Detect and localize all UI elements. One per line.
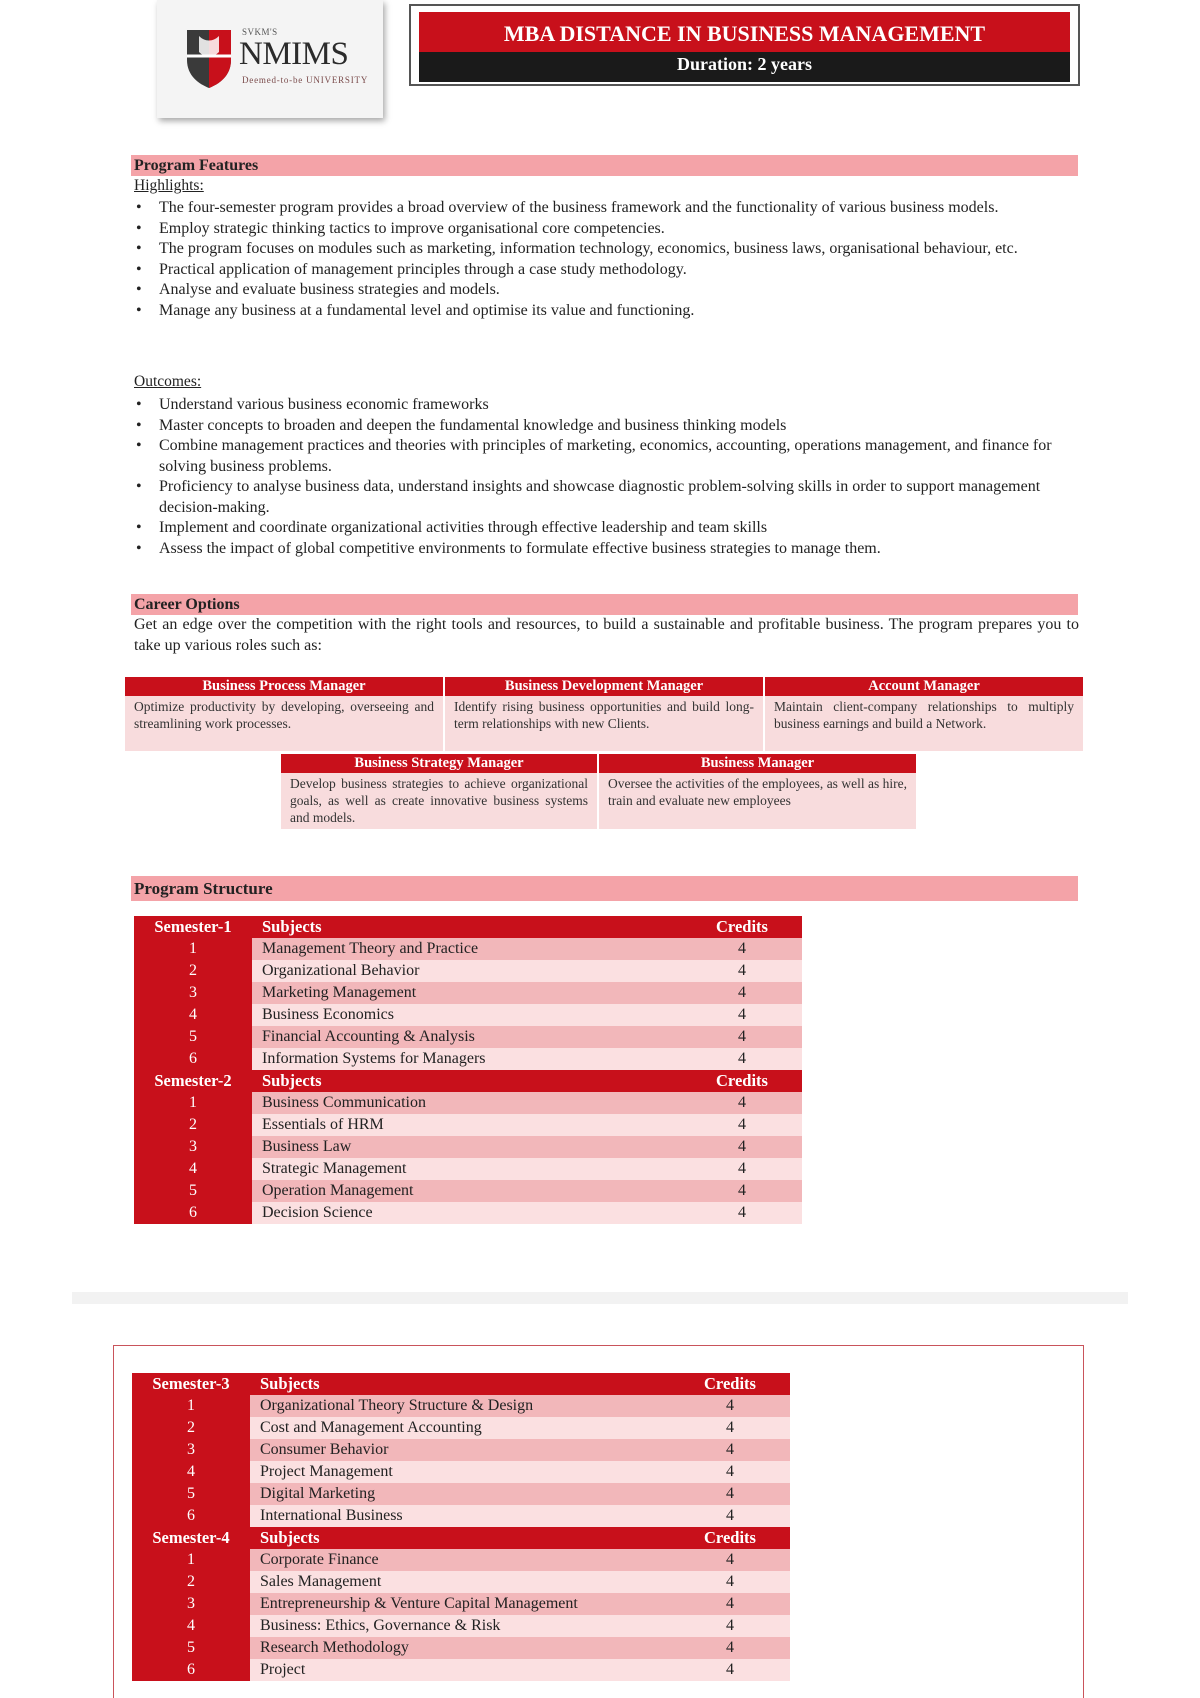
subject-number: 4 bbox=[134, 1158, 252, 1180]
career-card-desc: Optimize productivity by developing, overseeing and streamlining work processes. bbox=[134, 699, 434, 731]
subject-name: International Business bbox=[250, 1505, 670, 1527]
subject-name: Financial Accounting & Analysis bbox=[252, 1026, 682, 1048]
subject-number: 6 bbox=[132, 1659, 250, 1681]
subject-name: Management Theory and Practice bbox=[252, 938, 682, 960]
career-card-title: Account Manager bbox=[765, 677, 1083, 696]
program-duration: Duration: 2 years bbox=[677, 54, 812, 74]
list-item: • Implement and coordinate organizational activities through effective leadership and team skills bbox=[134, 518, 1084, 539]
subject-number: 5 bbox=[132, 1637, 250, 1659]
career-card-desc: Maintain client-company relationships to multiply business earnings and build a Network. bbox=[774, 699, 1074, 731]
subject-credits: 4 bbox=[682, 1180, 802, 1202]
table-row bbox=[132, 1659, 790, 1681]
career-options-heading: Career Options bbox=[131, 594, 1078, 615]
subject-credits: 4 bbox=[670, 1549, 790, 1571]
semester-label: Semester-3 bbox=[132, 1373, 250, 1395]
subject-number: 2 bbox=[134, 1114, 252, 1136]
table-row bbox=[134, 938, 802, 960]
subject-credits: 4 bbox=[682, 1158, 802, 1180]
career-card-title: Business Manager bbox=[599, 754, 916, 773]
subject-number: 1 bbox=[134, 938, 252, 960]
table-row bbox=[134, 1026, 802, 1048]
career-card bbox=[599, 754, 916, 829]
subject-name: Sales Management bbox=[250, 1571, 670, 1593]
table-row bbox=[134, 1092, 802, 1114]
subject-name: Consumer Behavior bbox=[250, 1439, 670, 1461]
table-row bbox=[132, 1571, 790, 1593]
subject-number: 2 bbox=[132, 1417, 250, 1439]
page-break bbox=[72, 1292, 1128, 1304]
table-row bbox=[132, 1593, 790, 1615]
subject-name: Organizational Theory Structure & Design bbox=[250, 1395, 670, 1417]
subject-credits: 4 bbox=[670, 1615, 790, 1637]
table-row bbox=[132, 1615, 790, 1637]
career-intro: Get an edge over the competition with the right tools and resources, to build a sustainable and profitable business. The program prepares you to take up various roles such as: bbox=[134, 616, 1079, 654]
subject-name: Strategic Management bbox=[252, 1158, 682, 1180]
table-row bbox=[134, 1004, 802, 1026]
outcomes-list bbox=[134, 395, 1084, 559]
subject-name: Digital Marketing bbox=[250, 1483, 670, 1505]
subject-credits: 4 bbox=[670, 1593, 790, 1615]
list-item: • Assess the impact of global competitive environments to formulate effective business strategies to manage them. bbox=[134, 539, 1084, 560]
career-card-title: Business Development Manager bbox=[445, 677, 763, 696]
subject-number: 3 bbox=[132, 1593, 250, 1615]
subject-credits: 4 bbox=[682, 1202, 802, 1224]
subject-credits: 4 bbox=[670, 1659, 790, 1681]
table-row bbox=[134, 1048, 802, 1070]
subject-credits: 4 bbox=[682, 1026, 802, 1048]
subject-credits: 4 bbox=[670, 1637, 790, 1659]
nmims-logo bbox=[157, 0, 383, 118]
career-card bbox=[125, 677, 443, 751]
program-structure-heading: Program Structure bbox=[131, 876, 1078, 901]
semester-label: Semester-1 bbox=[134, 916, 252, 938]
table-row bbox=[132, 1439, 790, 1461]
logo-name: NMIMS bbox=[239, 36, 349, 72]
logo-sub-text: Deemed-to-be UNIVERSITY bbox=[242, 75, 369, 85]
highlights-list bbox=[134, 198, 1084, 321]
subject-name: Marketing Management bbox=[252, 982, 682, 1004]
list-item: • Manage any business at a fundamental level and optimise its value and functioning. bbox=[134, 301, 1084, 322]
subject-number: 3 bbox=[134, 1136, 252, 1158]
subject-number: 6 bbox=[134, 1048, 252, 1070]
subject-number: 5 bbox=[134, 1026, 252, 1048]
subject-name: Information Systems for Managers bbox=[252, 1048, 682, 1070]
subject-number: 4 bbox=[132, 1615, 250, 1637]
list-item: • Analyse and evaluate business strategies and models. bbox=[134, 280, 1084, 301]
subject-credits: 4 bbox=[682, 938, 802, 960]
program-features-heading: Program Features bbox=[131, 155, 1078, 176]
list-item: • Master concepts to broaden and deepen the fundamental knowledge and business thinking models bbox=[134, 416, 1084, 437]
list-item: • The four-semester program provides a broad overview of the business framework and the functionality of various business models. bbox=[134, 198, 1084, 219]
subject-credits: 4 bbox=[682, 1048, 802, 1070]
highlights-label: Highlights: bbox=[134, 177, 204, 194]
career-card-desc: Oversee the activities of the employees, as well as hire, train and evaluate new employees bbox=[608, 776, 907, 808]
semester-header-row bbox=[134, 916, 802, 938]
subject-name: Decision Science bbox=[252, 1202, 682, 1224]
semester-header-row bbox=[132, 1373, 790, 1395]
semester-header-row bbox=[134, 1070, 802, 1092]
subject-number: 2 bbox=[132, 1571, 250, 1593]
list-item: • Employ strategic thinking tactics to improve organisational core competencies. bbox=[134, 219, 1084, 240]
table-row bbox=[132, 1461, 790, 1483]
semester-table-1-2 bbox=[134, 916, 802, 1224]
outcomes-label: Outcomes: bbox=[134, 373, 202, 390]
career-card-title: Business Strategy Manager bbox=[281, 754, 597, 773]
table-row bbox=[132, 1483, 790, 1505]
semester-table-3-4 bbox=[132, 1373, 790, 1681]
subject-credits: 4 bbox=[682, 960, 802, 982]
subject-name: Project Management bbox=[250, 1461, 670, 1483]
list-item: • Combine management practices and theories with principles of marketing, economics, accounting, operations management, and finance for solving business problems. bbox=[134, 436, 1084, 477]
subject-number: 1 bbox=[132, 1549, 250, 1571]
career-card-desc: Develop business strategies to achieve organizational goals, as well as create innovative business systems and models. bbox=[290, 776, 588, 825]
semester-label: Semester-4 bbox=[132, 1527, 250, 1549]
program-title: MBA DISTANCE IN BUSINESS MANAGEMENT bbox=[503, 21, 986, 46]
logo-small-text: SVKM'S bbox=[242, 27, 278, 37]
list-item: • Proficiency to analyse business data, understand insights and showcase diagnostic problem-solving skills in order to support management decision-making. bbox=[134, 477, 1084, 518]
subject-credits: 4 bbox=[682, 1092, 802, 1114]
subject-credits: 4 bbox=[670, 1571, 790, 1593]
semester-label: Semester-2 bbox=[134, 1070, 252, 1092]
subject-name: Entrepreneurship & Venture Capital Management bbox=[250, 1593, 670, 1615]
subject-number: 5 bbox=[134, 1180, 252, 1202]
subject-name: Business Law bbox=[252, 1136, 682, 1158]
table-row bbox=[132, 1637, 790, 1659]
subject-name: Business Communication bbox=[252, 1092, 682, 1114]
table-row bbox=[134, 960, 802, 982]
subjects-header: Subjects bbox=[252, 916, 682, 938]
subject-credits: 4 bbox=[670, 1461, 790, 1483]
subject-name: Operation Management bbox=[252, 1180, 682, 1202]
subject-credits: 4 bbox=[670, 1439, 790, 1461]
career-card-title: Business Process Manager bbox=[125, 677, 443, 696]
table-row bbox=[134, 1158, 802, 1180]
subjects-header: Subjects bbox=[250, 1373, 670, 1395]
list-item: • Understand various business economic frameworks bbox=[134, 395, 1084, 416]
subject-number: 6 bbox=[132, 1505, 250, 1527]
subject-number: 6 bbox=[134, 1202, 252, 1224]
subject-credits: 4 bbox=[682, 1004, 802, 1026]
list-item: • The program focuses on modules such as marketing, information technology, economics, business laws, organisational behaviour, etc. bbox=[134, 239, 1084, 260]
subjects-header: Subjects bbox=[252, 1070, 682, 1092]
subject-name: Research Methodology bbox=[250, 1637, 670, 1659]
subject-number: 3 bbox=[132, 1439, 250, 1461]
subject-number: 4 bbox=[134, 1004, 252, 1026]
table-row bbox=[132, 1505, 790, 1527]
credits-header: Credits bbox=[670, 1373, 790, 1395]
career-card bbox=[765, 677, 1083, 751]
career-card-desc: Identify rising business opportunities and build long-term relationships with new Clients. bbox=[454, 699, 754, 731]
subjects-header: Subjects bbox=[250, 1527, 670, 1549]
subject-number: 5 bbox=[132, 1483, 250, 1505]
subject-number: 3 bbox=[134, 982, 252, 1004]
list-item: • Practical application of management principles through a case study methodology. bbox=[134, 260, 1084, 281]
subject-credits: 4 bbox=[682, 982, 802, 1004]
subject-number: 1 bbox=[134, 1092, 252, 1114]
subject-credits: 4 bbox=[682, 1114, 802, 1136]
table-row bbox=[134, 1114, 802, 1136]
subject-credits: 4 bbox=[670, 1395, 790, 1417]
table-row bbox=[134, 982, 802, 1004]
table-row bbox=[132, 1395, 790, 1417]
table-row bbox=[134, 1136, 802, 1158]
subject-credits: 4 bbox=[670, 1505, 790, 1527]
subject-name: Cost and Management Accounting bbox=[250, 1417, 670, 1439]
subject-name: Project bbox=[250, 1659, 670, 1681]
program-title-banner bbox=[409, 4, 1080, 86]
career-card bbox=[281, 754, 597, 829]
career-card bbox=[445, 677, 763, 751]
subject-credits: 4 bbox=[670, 1417, 790, 1439]
subject-number: 2 bbox=[134, 960, 252, 982]
subject-number: 4 bbox=[132, 1461, 250, 1483]
table-row bbox=[132, 1417, 790, 1439]
table-row bbox=[132, 1549, 790, 1571]
semester-header-row bbox=[132, 1527, 790, 1549]
credits-header: Credits bbox=[670, 1527, 790, 1549]
credits-header: Credits bbox=[682, 916, 802, 938]
table-row bbox=[134, 1202, 802, 1224]
credits-header: Credits bbox=[682, 1070, 802, 1092]
subject-name: Business: Ethics, Governance & Risk bbox=[250, 1615, 670, 1637]
subject-name: Organizational Behavior bbox=[252, 960, 682, 982]
subject-credits: 4 bbox=[682, 1136, 802, 1158]
subject-credits: 4 bbox=[670, 1483, 790, 1505]
subject-name: Corporate Finance bbox=[250, 1549, 670, 1571]
nmims-shield-icon bbox=[183, 26, 235, 90]
subject-name: Business Economics bbox=[252, 1004, 682, 1026]
table-row bbox=[134, 1180, 802, 1202]
subject-number: 1 bbox=[132, 1395, 250, 1417]
subject-name: Essentials of HRM bbox=[252, 1114, 682, 1136]
